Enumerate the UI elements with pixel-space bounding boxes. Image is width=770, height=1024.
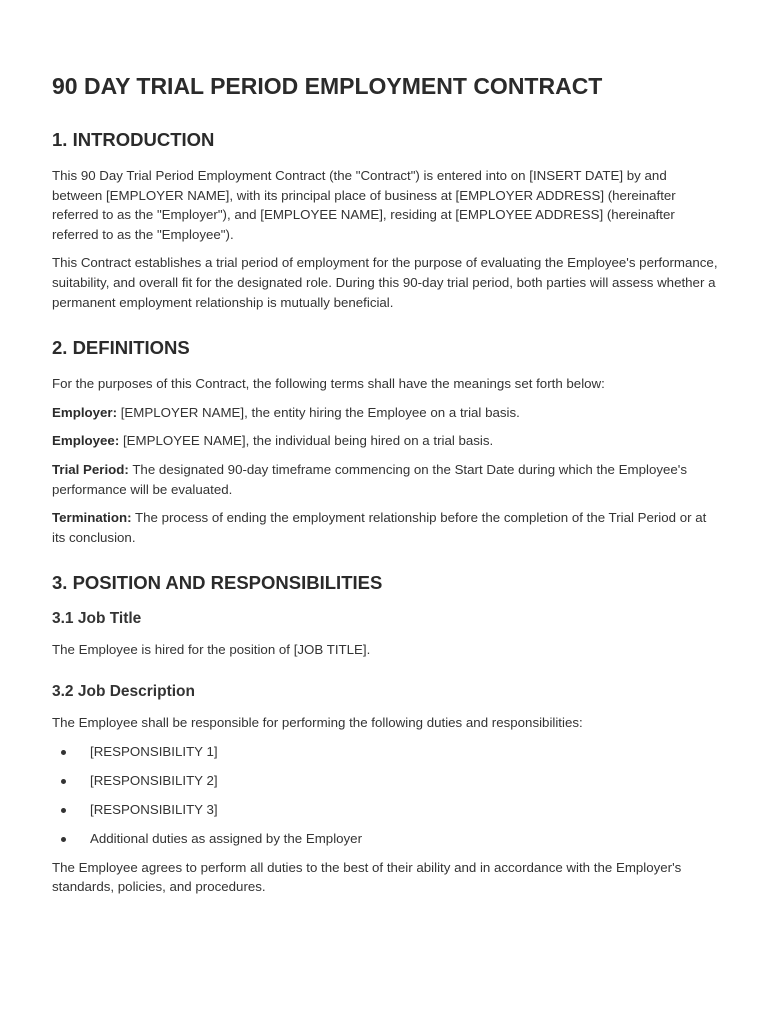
definition-term: Employee: bbox=[52, 433, 120, 449]
list-item-text: [RESPONSIBILITY 3] bbox=[90, 801, 218, 817]
definition-text: [EMPLOYEE NAME], the individual being hired on a trial basis. bbox=[119, 433, 494, 449]
bullet-icon bbox=[61, 779, 66, 784]
section-heading: 1. INTRODUCTION bbox=[52, 129, 215, 150]
section-heading: 2. DEFINITIONS bbox=[52, 337, 190, 359]
subsection-heading: 3.2 Job Description bbox=[52, 682, 195, 700]
responsibility-list bbox=[52, 742, 718, 849]
list-item-text: Additional duties as assigned by the Employer bbox=[90, 830, 363, 846]
list-item bbox=[52, 771, 718, 791]
definition-term: Employer: bbox=[52, 404, 118, 420]
definition-employee bbox=[52, 431, 718, 451]
definition-text: [EMPLOYER NAME], the entity hiring the Employee on a trial basis. bbox=[117, 404, 520, 420]
definition-term: Termination: bbox=[52, 510, 132, 526]
job-description-intro: The Employee shall be responsible for performing the following duties and responsibilities: bbox=[52, 714, 583, 730]
definition-trial-period bbox=[52, 460, 718, 499]
definition-term: Trial Period: bbox=[52, 461, 129, 477]
document-title: 90 DAY TRIAL PERIOD EMPLOYMENT CONTRACT bbox=[52, 73, 603, 99]
subsection-heading: 3.1 Job Title bbox=[52, 610, 142, 628]
definition-text: The designated 90-day timeframe commencing on the Start Date during which the Employee's performance will be evaluated. bbox=[52, 461, 687, 497]
job-description-closing: The Employee agrees to perform all duties to the best of their ability and in accordance with the Employer's standards, policies, and procedures. bbox=[52, 859, 682, 895]
bullet-icon bbox=[61, 808, 66, 813]
job-title-text: The Employee is hired for the position of [JOB TITLE]. bbox=[52, 642, 371, 658]
bullet-icon bbox=[61, 837, 66, 842]
section-heading: 3. POSITION AND RESPONSIBILITIES bbox=[52, 572, 383, 594]
subsection-job-title bbox=[52, 609, 718, 660]
definition-termination bbox=[52, 508, 718, 547]
subsection-job-description bbox=[52, 682, 718, 897]
definition-employer bbox=[52, 403, 718, 423]
list-item-text: [RESPONSIBILITY 1] bbox=[90, 743, 218, 759]
definitions-intro: For the purposes of this Contract, the following terms shall have the meanings set forth below: bbox=[52, 376, 605, 392]
bullet-icon bbox=[61, 750, 66, 755]
list-item bbox=[52, 800, 718, 820]
intro-paragraph-1: This 90 Day Trial Period Employment Contract (the "Contract") is entered into on [INSERT DATE] by and between [EMPLOYER NAME], with its principal place of business at [EMPLOYER ADDRESS] (hereinafter referred to as the "Employer"), and [EMPLOYEE NAME], residing at [EMPLOYEE ADDRESS] (hereinafter referred to as the "Employee"). bbox=[52, 168, 676, 242]
intro-paragraph-2: This Contract establishes a trial period of employment for the purpose of evaluating the Employee's performance, suitability, and overall fit for the designated role. During this 90-day trial period, both parties will assess whether a permanent employment relationship is mutually beneficial. bbox=[52, 255, 718, 310]
list-item bbox=[52, 742, 718, 762]
list-item bbox=[52, 829, 718, 849]
definition-text: The process of ending the employment relationship before the completion of the Trial Period or at its conclusion. bbox=[52, 510, 707, 545]
section-introduction bbox=[52, 128, 718, 312]
list-item-text: [RESPONSIBILITY 2] bbox=[90, 772, 218, 788]
section-definitions bbox=[52, 336, 718, 547]
section-position-responsibilities bbox=[52, 571, 718, 897]
